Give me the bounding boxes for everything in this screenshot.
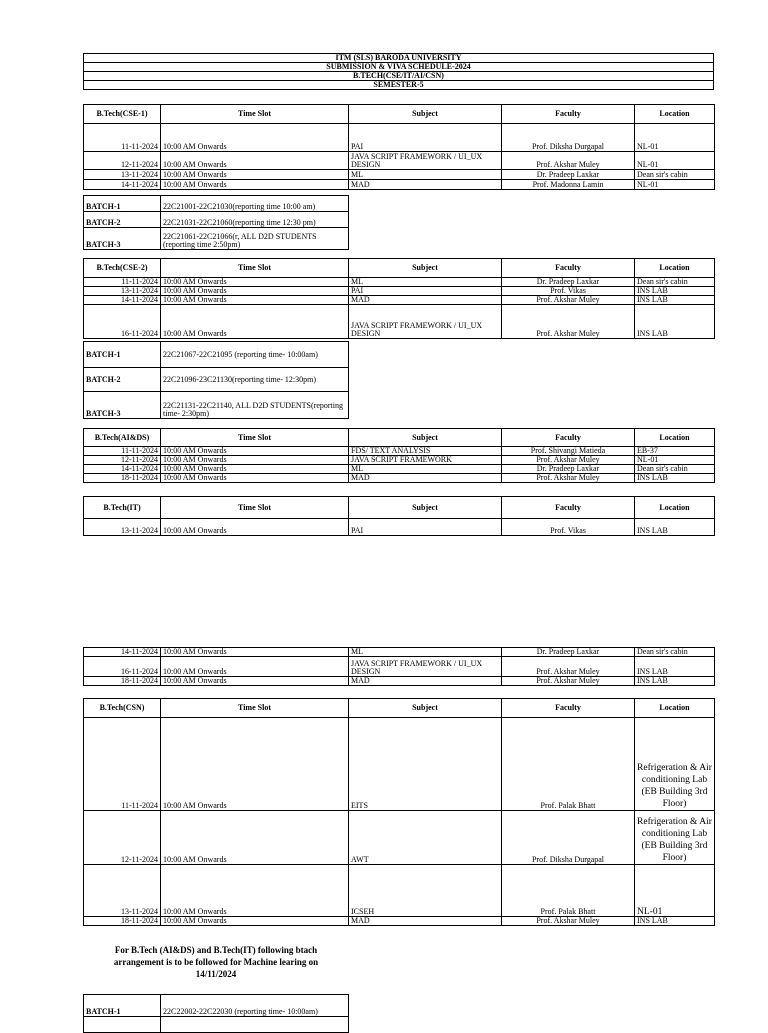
table-header-subject: Subject [349,699,502,718]
faculty-cell: Dr. Pradeep Laxkar [502,170,635,180]
date-cell: 14-11-2024 [84,296,161,305]
date-cell: 11-11-2024 [84,447,161,456]
batch-row [84,212,349,228]
location-cell: Refrigeration & Air conditioning Lab (EB Building 3rd Floor) [635,718,715,811]
time-cell: 10:00 AM Onwards [161,296,349,305]
time-cell: 10:00 AM Onwards [161,865,349,917]
csn-schedule-table [83,698,715,926]
time-cell: 10:00 AM Onwards [161,180,349,190]
table-header-time: Time Slot [161,429,349,447]
subject-cell: PAI [349,287,502,296]
table-header-faculty: Faculty [502,429,635,447]
table-row [84,474,715,483]
table-row [84,657,715,677]
faculty-cell: Prof. Madonna Lamin [502,180,635,190]
location-cell: NL-01 [635,180,715,190]
location-cell: INS LAB [635,305,715,339]
table-header-faculty: Faculty [502,699,635,718]
batch-detail: 22C21067-22C21095 (reporting time- 10:00am) [161,342,349,368]
faculty-cell: Prof. Akshar Muley [502,152,635,170]
batch-detail: 22C21001-22C21030(reporting time 10:00 am) [161,196,349,212]
location-cell: INS LAB [635,519,715,536]
table-row [84,718,715,811]
batch-detail: 22C21131-22C21140, ALL D2D STUDENTS(reporting time- 2:30pm) [161,392,349,419]
table-row [84,519,715,536]
table-row [84,865,715,917]
table-row [84,296,715,305]
subject-cell: JAVA SCRIPT FRAMEWORK / UI_UX DESIGN [349,305,502,339]
table-header-group: B.Tech(CSE-2) [84,259,161,278]
table-row [84,917,715,926]
faculty-cell: Dr. Pradeep Laxkar [502,278,635,287]
subject-cell: ML [349,170,502,180]
table-header-location: Location [635,259,715,278]
cse1-schedule-table [83,104,715,190]
it-schedule-table [83,496,715,536]
time-cell: 10:00 AM Onwards [161,278,349,287]
batch-detail: 22C21096-23C21130(reporting time- 12:30pm) [161,368,349,392]
table-row [84,124,715,152]
batch-detail: 22C21061-22C21066(r, ALL D2D STUDENTS (reporting time 2:50pm) [161,228,349,250]
university-name: ITM (SLS) BARODA UNIVERSITY [84,54,714,63]
time-cell: 10:00 AM Onwards [161,474,349,483]
location-cell: EB-37 [635,447,715,456]
location-cell: NL-01 [635,865,715,917]
table-row [84,305,715,339]
date-cell: 13-11-2024 [84,865,161,917]
time-cell: 10:00 AM Onwards [161,811,349,865]
location-cell: INS LAB [635,677,715,686]
schedule-title: SUBMISSION & VIVA SCHEDULE-2024 [84,63,714,72]
batch-detail: 22C22002-22C22030 (reporting time- 10:00am) [161,995,349,1017]
batch-row [84,1017,349,1033]
cse2-schedule-table [83,258,715,339]
aids-schedule-table [83,428,715,483]
subject-cell: PAI [349,124,502,152]
table-header-time: Time Slot [161,105,349,124]
location-cell: Refrigeration & Air conditioning Lab (EB Building 3rd Floor) [635,811,715,865]
date-cell: 13-11-2024 [84,287,161,296]
time-cell: 10:00 AM Onwards [161,287,349,296]
time-cell: 10:00 AM Onwards [161,648,349,657]
faculty-cell: Dr. Pradeep Laxkar [502,648,635,657]
date-cell: 14-11-2024 [84,648,161,657]
faculty-cell: Prof. Akshar Muley [502,677,635,686]
subject-cell: EITS [349,718,502,811]
date-cell: 16-11-2024 [84,305,161,339]
date-cell: 14-11-2024 [84,180,161,190]
batch-row [84,342,349,368]
table-row [84,287,715,296]
date-cell: 13-11-2024 [84,519,161,536]
table-header-location: Location [635,429,715,447]
location-cell: Dean sir's cabin [635,278,715,287]
batch-row [84,228,349,250]
it-schedule-continued-table [83,647,715,686]
date-cell: 16-11-2024 [84,657,161,677]
batch-detail: 22C21031-22C21060(reporting time 12:30 pm) [161,212,349,228]
faculty-cell: Prof. Akshar Muley [502,305,635,339]
time-cell: 10:00 AM Onwards [161,456,349,465]
table-header-subject: Subject [349,429,502,447]
batch-row [84,392,349,419]
title-block [83,53,714,90]
subject-cell: MAD [349,677,502,686]
table-row [84,180,715,190]
batch-name: BATCH-2 [84,212,161,228]
table-header-group: B.Tech(CSE-1) [84,105,161,124]
table-header-subject: Subject [349,497,502,519]
table-header-location: Location [635,699,715,718]
faculty-cell: Prof. Palak Bhatt [502,718,635,811]
date-cell: 18-11-2024 [84,677,161,686]
table-row [84,648,715,657]
time-cell: 10:00 AM Onwards [161,718,349,811]
table-row [84,278,715,287]
ml-batch-note: For B.Tech (AI&DS) and B.Tech(IT) following btach arrangement is to be followed for Machine learing on 14/11/2024 [113,945,319,979]
table-header-location: Location [635,497,715,519]
faculty-cell: Prof. Palak Bhatt [502,865,635,917]
table-row [84,465,715,474]
table-header-time: Time Slot [161,497,349,519]
date-cell: 12-11-2024 [84,456,161,465]
date-cell: 11-11-2024 [84,124,161,152]
table-row [84,811,715,865]
time-cell: 10:00 AM Onwards [161,917,349,926]
subject-cell: ICSEH [349,865,502,917]
faculty-cell: Prof. Vikas [502,287,635,296]
subject-cell: MAD [349,917,502,926]
date-cell: 12-11-2024 [84,152,161,170]
table-header-time: Time Slot [161,699,349,718]
date-cell: 18-11-2024 [84,917,161,926]
date-cell: 18-11-2024 [84,474,161,483]
cse1-batch-table [83,195,349,250]
subject-cell: ML [349,648,502,657]
subject-cell: ML [349,278,502,287]
subject-cell: JAVA SCRIPT FRAMEWORK / UI_UX DESIGN [349,152,502,170]
faculty-cell: Prof. Akshar Muley [502,917,635,926]
faculty-cell: Prof. Akshar Muley [502,296,635,305]
time-cell: 10:00 AM Onwards [161,152,349,170]
table-header-group: B.Tech(CSN) [84,699,161,718]
batch-name: BATCH-1 [84,342,161,368]
faculty-cell: Prof. Akshar Muley [502,474,635,483]
batch-name: BATCH-1 [84,995,161,1017]
subject-cell: MAD [349,296,502,305]
subject-cell: JAVA SCRIPT FRAMEWORK [349,456,502,465]
time-cell: 10:00 AM Onwards [161,519,349,536]
location-cell: NL-01 [635,152,715,170]
table-row [84,677,715,686]
date-cell: 11-11-2024 [84,278,161,287]
time-cell: 10:00 AM Onwards [161,657,349,677]
table-header-subject: Subject [349,105,502,124]
date-cell: 14-11-2024 [84,465,161,474]
table-row [84,456,715,465]
subject-cell: FDS/ TEXT ANALYSIS [349,447,502,456]
faculty-cell: Prof. Shivangi Matieda [502,447,635,456]
batch-row [84,368,349,392]
subject-cell: PAI [349,519,502,536]
location-cell: INS LAB [635,657,715,677]
faculty-cell: Prof. Diksha Durgapal [502,124,635,152]
batch-row [84,196,349,212]
table-header-location: Location [635,105,715,124]
batch-name: BATCH-2 [84,368,161,392]
table-row [84,447,715,456]
date-cell: 13-11-2024 [84,170,161,180]
time-cell: 10:00 AM Onwards [161,447,349,456]
batch-name: BATCH-3 [84,392,161,419]
table-header-group: B.Tech(AI&DS) [84,429,161,447]
faculty-cell: Dr. Pradeep Laxkar [502,465,635,474]
time-cell: 10:00 AM Onwards [161,305,349,339]
table-row [84,170,715,180]
batch-name: BATCH-1 [84,196,161,212]
location-cell: NL-01 [635,124,715,152]
time-cell: 10:00 AM Onwards [161,170,349,180]
location-cell: Dean sir's cabin [635,465,715,474]
subject-cell: MAD [349,180,502,190]
table-header-faculty: Faculty [502,259,635,278]
ml-batch-table [83,994,349,1033]
faculty-cell: Prof. Akshar Muley [502,657,635,677]
table-header-group: B.Tech(IT) [84,497,161,519]
subject-cell: ML [349,465,502,474]
table-header-faculty: Faculty [502,105,635,124]
time-cell: 10:00 AM Onwards [161,124,349,152]
location-cell: Dean sir's cabin [635,648,715,657]
date-cell: 11-11-2024 [84,718,161,811]
location-cell: Dean sir's cabin [635,170,715,180]
location-cell: INS LAB [635,917,715,926]
cse2-batch-table [83,341,349,419]
location-cell: NL-01 [635,456,715,465]
program-title: B.TECH(CSE/IT/AI/CSN) [84,72,714,81]
subject-cell: MAD [349,474,502,483]
location-cell: INS LAB [635,296,715,305]
table-header-faculty: Faculty [502,497,635,519]
subject-cell: AWT [349,811,502,865]
table-header-time: Time Slot [161,259,349,278]
time-cell: 10:00 AM Onwards [161,465,349,474]
table-row [84,152,715,170]
table-header-subject: Subject [349,259,502,278]
subject-cell: JAVA SCRIPT FRAMEWORK / UI_UX DESIGN [349,657,502,677]
faculty-cell: Prof. Diksha Durgapal [502,811,635,865]
batch-row [84,995,349,1017]
location-cell: INS LAB [635,287,715,296]
date-cell: 12-11-2024 [84,811,161,865]
location-cell: INS LAB [635,474,715,483]
semester-title: SEMESTER-5 [84,81,714,90]
batch-name: BATCH-3 [84,228,161,250]
faculty-cell: Prof. Akshar Muley [502,456,635,465]
time-cell: 10:00 AM Onwards [161,677,349,686]
faculty-cell: Prof. Vikas [502,519,635,536]
